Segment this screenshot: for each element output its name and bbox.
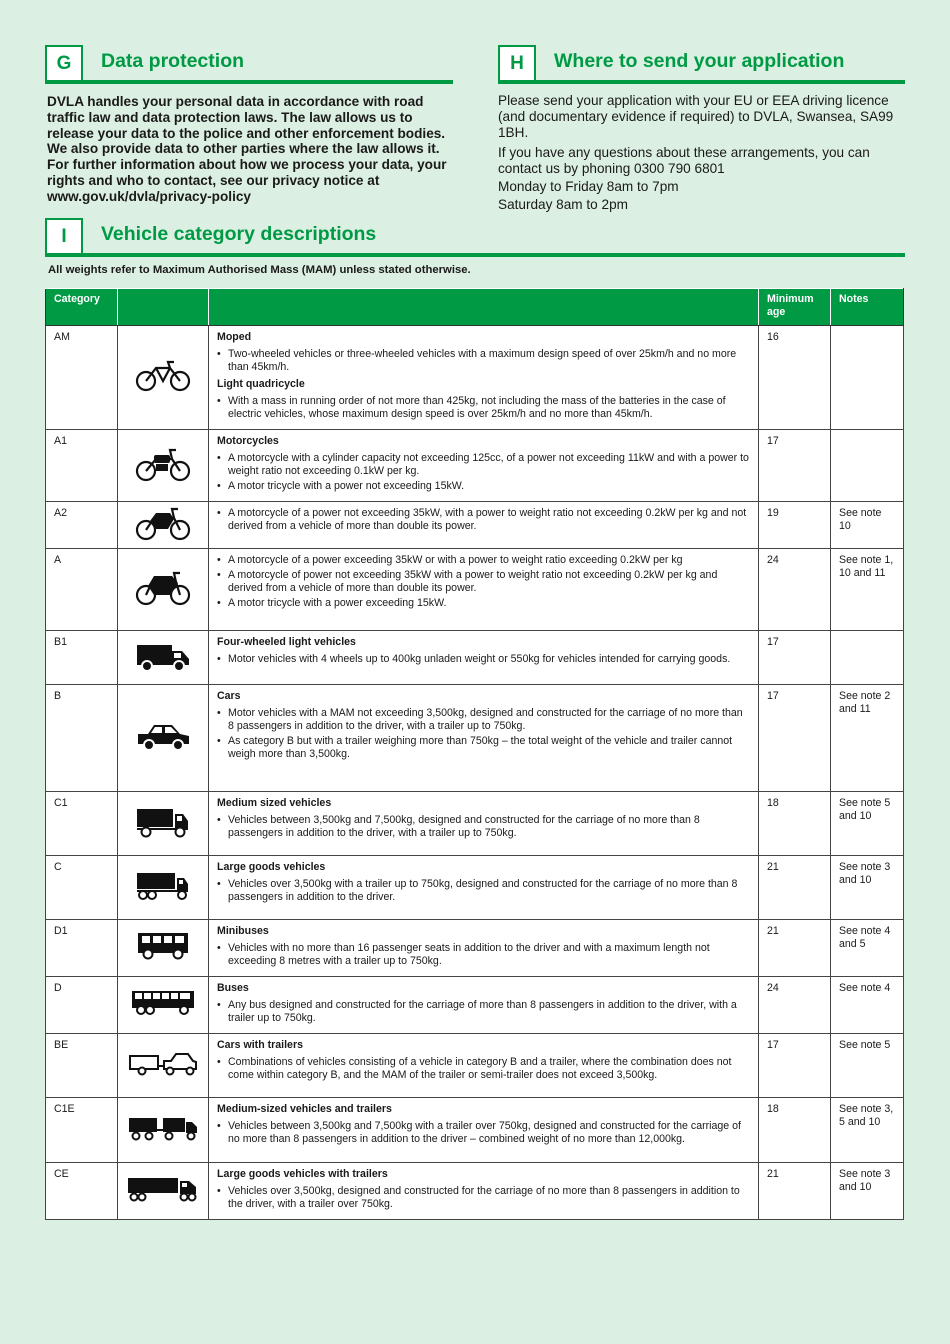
minimum-age: 16 [759,326,831,430]
description-bullets [217,452,750,493]
minimum-age: 17 [759,631,831,685]
description-heading: Light quadricycle [217,378,305,390]
description-bullet: • A motorcycle of power not exceeding 35kW with a power to weight ratio not exceeding 0.2kW per kg and derived from a vehicle of more than double its power. [228,569,750,595]
description-heading: Cars with trailers [217,1039,303,1051]
category-code: A [46,549,118,631]
category-description [209,685,759,792]
category-description [209,502,759,549]
category-notes [831,430,904,502]
description-bullet: • Any bus designed and constructed for the carriage of more than 8 passengers in addition to the driver, with a trailer up to 750kg. [228,999,750,1025]
category-code: A2 [46,502,118,549]
section-g-letter: G [45,45,83,83]
description-heading: Cars [217,690,241,702]
category-description [209,430,759,502]
description-heading: Motorcycles [217,435,279,447]
category-code: A1 [46,430,118,502]
description-heading: Four-wheeled light vehicles [217,636,356,648]
description-bullets [217,554,750,610]
table-row [46,685,904,792]
data-protection-text: DVLA handles your personal data in accordance with road traffic law and data protection laws. The law allows us to release your data to the police and other enforcement bodies. We also provide data to other parties where the law allows it. For further information about how we process your data, your rights and who to contact, see our privacy notice at www.gov.uk/dvla/privacy-policy [47,94,447,204]
table-row [46,856,904,920]
section-h-letter: H [498,45,536,83]
category-code: B [46,685,118,792]
category-description [209,1098,759,1163]
description-bullets [217,999,750,1025]
description-bullet: • Two-wheeled vehicles or three-wheeled vehicles with a maximum design speed of over 25km/h and no more than 45km/h. [228,348,750,374]
description-bullets [217,507,750,533]
description-bullet: • As category B but with a trailer weighing more than 750kg – the total weight of the vehicle and trailer cannot weigh more than 3,500kg. [228,735,750,761]
category-code: C [46,856,118,920]
minimum-age: 18 [759,792,831,856]
col-header-description [209,289,759,326]
minimum-age: 21 [759,920,831,977]
vehicle-icon-cell [118,631,209,685]
contact-phone-paragraph: If you have any questions about these arrangements, you can contact us by phoning 0300 790 6801 [498,145,870,177]
description-bullets [217,395,750,421]
description-bullets [217,814,750,840]
vehicle-icon-cell [118,792,209,856]
category-description [209,326,759,430]
vehicle-icon-cell [118,430,209,502]
table-row [46,502,904,549]
category-notes [831,631,904,685]
vehicle-icon-cell [118,502,209,549]
vehicle-icon-cell [118,1098,209,1163]
minimum-age: 21 [759,1163,831,1220]
minimum-age: 19 [759,502,831,549]
description-heading: Large goods vehicles with trailers [217,1168,388,1180]
description-heading: Large goods vehicles [217,861,326,873]
vehicle-icon-cell [118,856,209,920]
vehicle-icon-cell [118,685,209,792]
section-i-header [45,218,905,256]
description-heading: Moped [217,331,252,343]
category-description [209,631,759,685]
table-row [46,430,904,502]
description-bullet: • Vehicles over 3,500kg, designed and constructed for the carriage of no more than 8 passengers in addition to the driver, with a trailer over 750kg. [228,1185,750,1211]
vehicle-icon-cell [118,326,209,430]
category-description [209,920,759,977]
description-bullets [217,1185,750,1211]
table-row [46,1098,904,1163]
large-lorry-icon [134,893,192,905]
category-description [209,792,759,856]
minimum-age: 17 [759,685,831,792]
category-description [209,856,759,920]
description-bullet: • A motorcycle of a power not exceeding 35kW, with a power to weight ratio not exceeding 0.2kW per kg and not derived from a vehicle of more than double its power. [228,507,750,533]
bus-icon [130,1009,196,1021]
description-bullet: • Vehicles over 3,500kg with a trailer up to 750kg, designed and constructed for the carriage of no more than 8 passengers in addition to the driver. [228,878,750,904]
description-bullet: • With a mass in running order of not more than 425kg, not including the mass of the batteries in the case of electric vehicles, whose maximum design speed is over 25km/h and no more than 45km/h. [228,395,750,421]
col-header-minimum-age: Minimum age [759,289,831,326]
saturday-hours: Saturday 8am to 2pm [498,196,628,212]
description-bullets [217,942,750,968]
category-notes: See note 10 [831,502,904,549]
minimum-age: 18 [759,1098,831,1163]
section-h-header [498,45,905,83]
category-code: BE [46,1034,118,1098]
section-g-title: Data protection [101,50,245,72]
light-motorcycle-icon [134,473,192,485]
category-notes: See note 4 [831,977,904,1034]
table-row [46,1163,904,1220]
category-description [209,1034,759,1098]
category-code: CE [46,1163,118,1220]
weekday-hours: Monday to Friday 8am to 7pm [498,178,679,194]
table-row [46,920,904,977]
description-bullets [217,878,750,904]
description-heading: Minibuses [217,925,269,937]
medium-lorry-with-trailer-icon [127,1134,199,1146]
minimum-age: 17 [759,1034,831,1098]
minimum-age: 24 [759,977,831,1034]
table-row [46,631,904,685]
description-bullet: • Combinations of vehicles consisting of a vehicle in category B and a trailer, where the combination does not come within category B, and the MAM of the trailer or semi-trailer does not exceed 3,500kg. [228,1056,750,1082]
vehicle-icon-cell [118,920,209,977]
vehicle-icon-cell [118,549,209,631]
table-row [46,792,904,856]
car-icon [134,742,192,754]
description-bullet: • Vehicles with no more than 16 passenger seats in addition to the driver and with a maximum length not exceeding 8 metres with a trailer up to 750kg. [228,942,750,968]
vehicle-icon-cell [118,1034,209,1098]
col-header-icon [118,289,209,326]
category-notes: See note 2 and 11 [831,685,904,792]
minimum-age: 24 [759,549,831,631]
description-bullets [217,1120,750,1146]
car-with-trailer-icon [128,1070,198,1082]
bicycle-icon [134,384,192,396]
section-i-letter: I [45,218,83,256]
description-bullet: • A motor tricycle with a power not exceeding 15kW. [228,480,750,493]
description-heading: Medium-sized vehicles and trailers [217,1103,392,1115]
description-heading: Buses [217,982,249,994]
send-application-text [498,93,908,215]
category-code: C1E [46,1098,118,1163]
vehicle-icon-cell [118,977,209,1034]
category-description [209,549,759,631]
section-g-rule [45,80,453,84]
description-heading: Medium sized vehicles [217,797,332,809]
section-i-title: Vehicle category descriptions [101,223,377,245]
table-row [46,326,904,430]
section-i-rule [45,253,905,257]
category-description [209,1163,759,1220]
category-code: C1 [46,792,118,856]
category-notes: See note 5 [831,1034,904,1098]
category-notes: See note 3 and 10 [831,856,904,920]
section-g-header [45,45,453,83]
send-address-paragraph: Please send your application with your EU or EEA driving licence (and documentary evidence if required) to DVLA, Swansea, SA99 1BH. [498,93,894,140]
table-row [46,1034,904,1098]
medium-lorry-icon [134,830,192,842]
motorcycle-icon [134,532,192,544]
category-notes [831,326,904,430]
description-bullets [217,653,750,666]
col-header-category: Category [46,289,118,326]
vehicle-icon-cell [118,1163,209,1220]
category-notes: See note 5 and 10 [831,792,904,856]
description-bullets [217,348,750,374]
description-bullet: • Vehicles between 3,500kg and 7,500kg, designed and constructed for the carriage of no more than 8 passengers in addition to the driver, with a trailer up to 750kg. [228,814,750,840]
category-description [209,977,759,1034]
table-row [46,977,904,1034]
category-code: B1 [46,631,118,685]
van-icon [134,664,192,676]
large-motorcycle-icon [134,597,192,609]
description-bullet: • A motor tricycle with a power exceeding 15kW. [228,597,750,610]
category-code: AM [46,326,118,430]
description-bullet: • Motor vehicles with 4 wheels up to 400kg unladen weight or 550kg for vehicles intended for carrying goods. [228,653,750,666]
category-notes: See note 3 and 10 [831,1163,904,1220]
minimum-age: 17 [759,430,831,502]
minimum-age: 21 [759,856,831,920]
table-row [46,549,904,631]
category-code: D1 [46,920,118,977]
table-header-row [46,289,904,326]
category-notes: See note 4 and 5 [831,920,904,977]
col-header-notes: Notes [831,289,904,326]
description-bullet: • A motorcycle of a power exceeding 35kW or with a power to weight ratio exceeding 0.2kW per kg [228,554,750,567]
section-h-rule [498,80,905,84]
category-notes: See note 1, 10 and 11 [831,549,904,631]
description-bullet: • Motor vehicles with a MAM not exceeding 3,500kg, designed and constructed for the carriage of no more than 8 passengers in addition to the driver, with a trailer up to 750kg. [228,707,750,733]
category-code: D [46,977,118,1034]
description-bullet: • A motorcycle with a cylinder capacity not exceeding 125cc, of a power not exceeding 11kW and with a power to weight ratio not exceeding 0.1kW per kg. [228,452,750,478]
articulated-lorry-icon [126,1195,200,1207]
vehicle-category-table [45,288,904,1220]
section-h-title: Where to send your application [554,50,845,72]
description-bullets [217,1056,750,1082]
minibus-icon [134,953,192,965]
description-bullet: • Vehicles between 3,500kg and 7,500kg with a trailer over 750kg, designed and constructed for the carriage of no more than 8 passengers in addition to the driver – combined weight of no more than 12,000kg. [228,1120,750,1146]
mam-note: All weights refer to Maximum Authorised Mass (MAM) unless stated otherwise. [48,264,471,276]
description-bullets [217,707,750,761]
category-notes: See note 3, 5 and 10 [831,1098,904,1163]
